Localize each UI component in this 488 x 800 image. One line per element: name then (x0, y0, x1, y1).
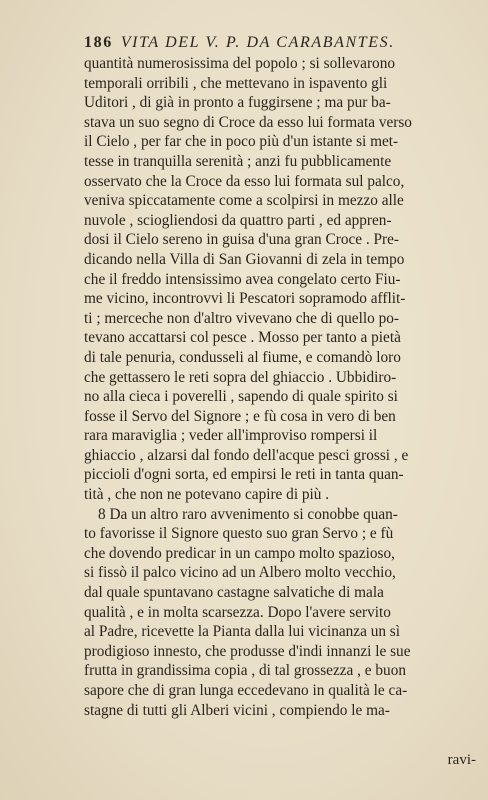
catchword: ravi- (447, 752, 476, 768)
page-number: 186 (84, 34, 113, 51)
text-line: che dovendo predicar in un campo molto spazioso, (84, 544, 395, 562)
text-line: nuvole , sciogliendosi da quattro parti , ed appren- (84, 211, 392, 229)
text-line: tesse in tranquilla serenità ; anzi fu pubblicamente (84, 152, 392, 170)
text-line: dosi il Cielo sereno in guisa d'una gran Croce . Pre- (84, 231, 399, 249)
text-line: che gettassero le reti sopra del ghiaccio . Ubbidiro- (84, 368, 397, 386)
text-line: dal quale spuntavano castagne salvatiche di mala (84, 584, 384, 602)
text-line: ghiaccio , alzarsi dal fondo dell'acque pesci grossi , e (84, 446, 409, 464)
text-line: di tale penuria, condusseli al fiume, e comandò loro (84, 348, 401, 366)
text-line: me vicino, incontrovvi li Pescatori sopramodo afflit- (84, 290, 406, 308)
running-title: VITA DEL V. P. DA CARABANTES. (120, 34, 395, 51)
text-line: tevano accattarsi col pesce . Mosso per tanto a pietà (84, 329, 401, 347)
text-line: piccioli d'ogni sorta, ed empirsi le reti in tanta quan- (84, 466, 404, 484)
text-line: al Padre, ricevette la Pianta dalla lui vicinanza un sì (84, 623, 401, 641)
text-line: rara maraviglia ; veder all'improviso rompersi il (84, 427, 378, 445)
text-line: sapore che di gran lunga eccedevano in qualità le ca- (84, 682, 408, 699)
text-line: 8 Da un altro raro avvenimento si conobbe quan- (98, 505, 398, 523)
text-line: qualità , e in molta scarsezza. Dopo l'avere servito (84, 603, 391, 621)
text-line: tità , che non ne potevano capire di più . (84, 486, 330, 504)
text-line: quantità numerosissima del popolo ; si sollevarono (84, 55, 395, 72)
text-line: prodigioso innesto, che produsse d'indi innanzi le sue (84, 642, 411, 660)
text-line: osservato che la Croce da esso lui formata sul palco, (84, 172, 405, 190)
text-line: il Cielo , per far che in poco più d'un istante si met- (84, 133, 399, 151)
text-line: to favorisse il Signore questo suo gran Servo ; e fù (84, 525, 394, 543)
text-line: si fissò il palco vicino ad un Albero molto vecchio, (84, 564, 396, 582)
text-line: che il freddo intensissimo avea congelato certo Fiu- (84, 270, 401, 288)
text-line: dicando nella Villa di San Giovanni di zela in tempo (84, 250, 405, 268)
running-header (84, 34, 474, 56)
text-line: ti ; merceche non d'altro vivevano che di quello po- (84, 309, 399, 327)
body-text (84, 54, 476, 720)
text-line: frutta in grandissima copia , di tal grossezza , e buon (84, 662, 406, 680)
text-line: no alla cieca i poverelli , sapendo di quale spirito si (84, 388, 398, 406)
text-line: veniva spiccatamente come a scolpirsi in mezzo alle (84, 192, 404, 210)
text-line: fosse il Servo del Signore ; e fù cosa in vero di ben (84, 407, 396, 425)
text-line: stagne di tutti gli Alberi vicini , compiendo le ma- (84, 701, 390, 719)
text-line: Uditori , di già in pronto a fuggirsene ; ma pur ba- (84, 94, 391, 112)
text-line: temporali orribili , che mettevano in ispavento gli (84, 74, 388, 92)
text-line: stava un suo segno di Croce da esso lui formata verso (84, 113, 412, 131)
